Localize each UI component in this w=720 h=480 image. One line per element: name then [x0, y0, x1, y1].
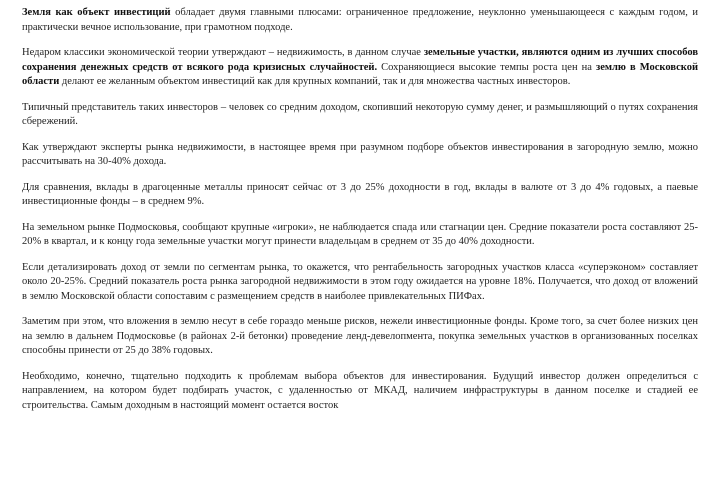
paragraph-land-investment-intro — [22, 6, 698, 35]
bold-phrase: земельные участки, являются одним из лучших способов сохранения денежных средств от всякого рода кризисных случайностей. — [22, 47, 699, 73]
bold-phrase: землю в Московской области — [22, 61, 698, 87]
paragraph-comparison — [22, 181, 698, 210]
paragraph-expert-estimate — [22, 141, 698, 170]
text-run: На земельном рынке Подмосковья, сообщают крупные «игроки», не наблюдается спада или стагнации цен. Средние показатели роста составляют 25-20% в квартал, и к концу года земельные участки могут принести владельцам в среднем от 35 до 40% доходности. — [22, 221, 698, 247]
paragraph-market-growth — [22, 221, 698, 250]
text-run: Недаром классики экономической теории утверждают – недвижимость, в данном случае — [22, 47, 424, 58]
text-run: Заметим при этом, что вложения в землю несут в себе гораздо меньше рисков, нежели инвестиционные фонды. Кроме того, за счет более низких цен на землю в дальнем Подмосковье (в районах 2-й бетонки) проведение ленд-девелопмента, покупка земельных участков в организованных поселках способны принести от 25 до 38% годовых. — [22, 316, 698, 356]
text-run: Для сравнения, вклады в драгоценные металлы приносят сейчас от 3 до 25% доходности в год, вклады в валюте от 3 до 4% годовых, а паевые инвестиционные фонды – в среднем 9%. — [22, 181, 698, 207]
bold-phrase: Земля как объект инвестиций — [22, 7, 171, 18]
text-run: Сохраняющиеся высокие темпы роста цен на — [377, 61, 596, 73]
paragraph-risks — [22, 315, 698, 359]
text-run: Если детализировать доход от земли по сегментам рынка, то окажется, что рентабельность загородных участков класса «суперэконом» составляет около 20-25%. Средний показатель роста рынка загородной недвижимости в этом году ожидается на уровне 18%. Получается, что доход от вложений в землю Московской области сопоставим с размещением средств в наиболее привлекательных ПИФах. — [22, 261, 698, 302]
paragraph-selection-advice — [22, 370, 698, 414]
text-run: Необходимо, конечно, тщательно подходить к проблемам выбора объектов для инвестирования. Будущий инвестор должен определиться с направлением, на котором будет подбирать участок, с удаленностью от МКАД, наличием инфраструктуры в данном поселке и стадией ее строительства. Самым доходным в настоящий момент остается восток — [22, 370, 698, 411]
paragraph-economic-theory — [22, 46, 698, 90]
paragraph-segment-yield — [22, 261, 698, 305]
paragraph-typical-investor — [22, 101, 698, 130]
text-run: обладает двумя главными плюсами: ограниченное предложение, неуклонно уменьшающееся с каждым годом, и практически вечное использование, при грамотном подходе. — [22, 7, 699, 33]
text-run: Как утверждают эксперты рынка недвижимости, в настоящее время при разумном подборе объектов инвестирования в загородную землю, можно рассчитывать на 30-40% дохода. — [22, 141, 698, 167]
text-run: делают ее желанным объектом инвестиций как для крупных компаний, так и для множества частных инвесторов. — [59, 76, 571, 87]
text-run: Типичный представитель таких инвесторов – человек со средним доходом, скопивший некоторую сумму денег, и размышляющий о путях сохранения сбережений. — [22, 101, 698, 127]
